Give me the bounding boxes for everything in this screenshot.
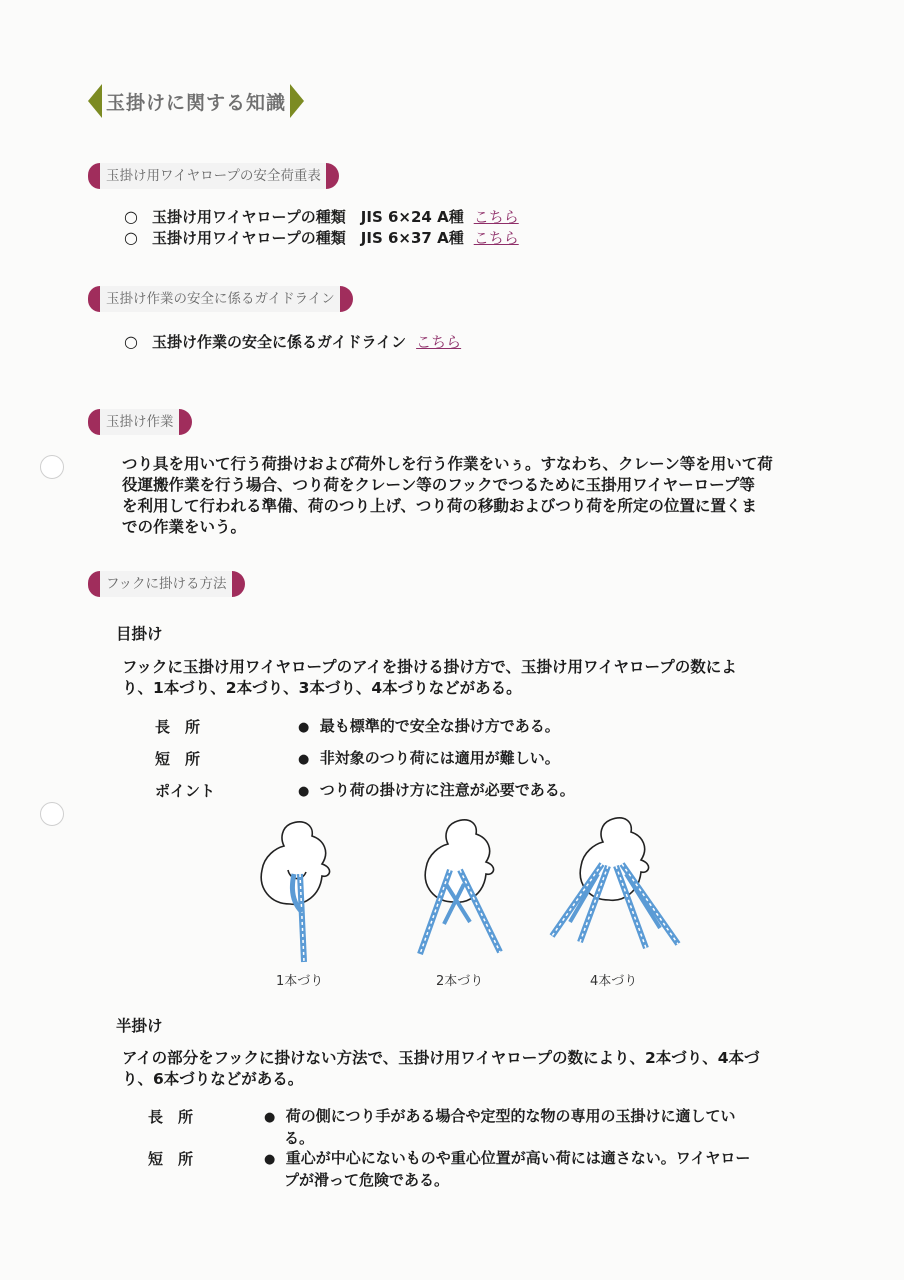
point-desc: ● 非対象のつり荷には適用が難しい。 bbox=[298, 749, 560, 767]
circle-bullet-icon: ○ bbox=[124, 207, 138, 226]
link-jis-6x37[interactable]: こちら bbox=[473, 229, 519, 247]
mekake-description: フックに玉掛け用ワイヤロープのアイを掛ける掛け方で、玉掛け用ワイヤロープの数によ り、1本づり、2本づり、3本づり、4本づりなどがある。 bbox=[122, 658, 737, 697]
title-flag-right bbox=[290, 84, 304, 118]
term-label: 短 所 bbox=[155, 750, 201, 768]
section-heading-hook-method: フックに掛ける方法 bbox=[88, 571, 245, 597]
term-label: ポイント bbox=[155, 782, 216, 800]
link-jis-6x24[interactable]: こちら bbox=[473, 208, 519, 226]
subheading-hankake: 半掛け bbox=[116, 1017, 163, 1035]
section-heading-guideline: 玉掛け作業の安全に係るガイドライン bbox=[88, 286, 353, 312]
hook-two-leg-illustration bbox=[420, 820, 500, 954]
term-label: 長 所 bbox=[155, 718, 201, 736]
hook-illustrations bbox=[250, 812, 700, 972]
section-heading-work: 玉掛け作業 bbox=[88, 409, 192, 435]
punch-hole bbox=[40, 455, 64, 479]
list-item: ○ 玉掛け作業の安全に係るガイドライン こちら bbox=[124, 332, 462, 351]
hook-one-leg-illustration bbox=[261, 822, 329, 962]
page-title-text: 玉掛けに関する知識 bbox=[106, 91, 287, 114]
caption-one-leg: 1本づり bbox=[276, 974, 324, 989]
point-desc: ● 荷の側につり手がある場合や定型的な物の専用の玉掛けに適してい る。 bbox=[264, 1107, 736, 1147]
point-desc: ● つり荷の掛け方に注意が必要である。 bbox=[298, 781, 575, 799]
subheading-mekake: 目掛け bbox=[116, 625, 163, 643]
hankake-description: アイの部分をフックに掛けない方法で、玉掛け用ワイヤロープの数により、2本づり、4本づ り、6本づりなどがある。 bbox=[122, 1049, 760, 1088]
term-label: 短 所 bbox=[148, 1150, 194, 1168]
list-item: ○ 玉掛け用ワイヤロープの種類 JIS 6×37 A種 こちら bbox=[124, 228, 519, 247]
page-title bbox=[88, 84, 304, 118]
list-item: ○ 玉掛け用ワイヤロープの種類 JIS 6×24 A種 こちら bbox=[124, 207, 519, 226]
link-guideline[interactable]: こちら bbox=[416, 333, 462, 351]
circle-bullet-icon: ○ bbox=[124, 228, 138, 247]
point-desc: ● 最も標準的で安全な掛け方である。 bbox=[298, 717, 560, 735]
caption-two-leg: 2本づり bbox=[436, 974, 484, 989]
title-flag-left bbox=[88, 84, 102, 118]
circle-bullet-icon: ○ bbox=[124, 332, 138, 351]
section-heading-wire-rope-load-table: 玉掛け用ワイヤロープの安全荷重表 bbox=[88, 163, 339, 189]
punch-hole bbox=[40, 802, 64, 826]
point-desc: ● 重心が中心にないものや重心位置が高い荷には適さない。ワイヤロー プが滑って危険である。 bbox=[264, 1149, 751, 1189]
caption-four-leg: 4本づり bbox=[590, 974, 638, 989]
work-description: つり具を用いて行う荷掛けおよび荷外しを行う作業をいぅ。すなわち、クレーン等を用いて荷 役運搬作業を行う場合、つり荷をクレーン等のフックでつるために玉掛用ワイヤーロープ等 を利用して行われる準備、荷のつり上げ、つり荷の移動およびつり荷を所定の位置に置くま での作業をいう。 bbox=[122, 455, 773, 536]
hook-four-leg-illustration bbox=[552, 818, 678, 948]
term-label: 長 所 bbox=[148, 1108, 194, 1126]
